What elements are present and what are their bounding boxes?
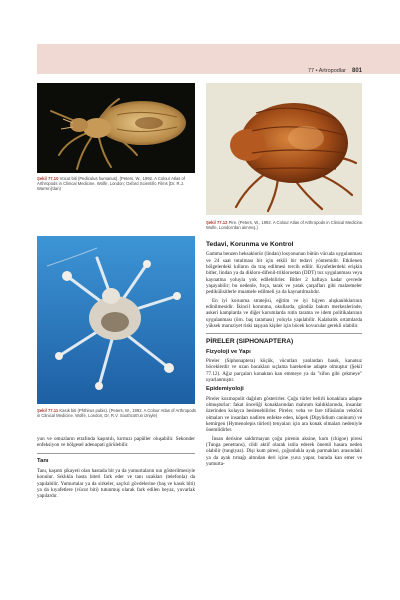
left-text-column <box>37 436 195 502</box>
physiology-paragraph: Pireler (Siphonaptera) küçük, vücutları yanlardan basık, kanatsız böceklerdir ve uzun bacakları sıçlama hareketine adapte olmuştur (Şekil 77.12). Ağız parçaları konaktan kan emmeye ya da "sifon gibi çekmeye" uyarlanmıştır. <box>206 357 362 383</box>
figure-caption-77-12 <box>206 220 366 230</box>
treatment-heading: Tedavi, Korunma ve Kontrol <box>206 241 294 248</box>
figure-pubic-louse-photo <box>37 236 195 404</box>
figure-caption-text: Kasık biti (Phthirus pubis). (Peters, W., 1992. A Colour Atlas of Arthropods in Clinical Medicine. Wolfe, London; Dr. R.V. Southcott'un izniyle) <box>37 408 196 419</box>
pubic-louse-image <box>37 236 195 404</box>
section-divider <box>206 333 362 334</box>
flea-image <box>206 83 362 215</box>
body-louse-image <box>37 83 195 173</box>
treatment-paragraph-1: Gamma benzen heksaklorür (lindan) losyonunun bütün vücuda uygulanması ve 24 saat tutulması bit için etkili bir tedavi yöntemidir. Etkilenen bölgelerdeki kılların da traş edilmesi tercih edilir. Kıyafetlerdeki erişkin bitler, lindan ya da dikloro-difenil-trikloroetan (DDT) toz uygulanması veya kaynatma yoluyla yok edilebilirler. Bitler 2 haftaya kadar çevrede yaşayabilir; bu nedenle, fırça, tarak ve yatak çarşafları gibi malzemeler pedikülisitlerle muamele edilmeli ya da kaynatılmalıdır. <box>206 251 362 296</box>
page-number: 801 <box>351 68 362 74</box>
diagnosis-heading: Tanı <box>37 458 49 465</box>
figure-flea-photo <box>206 83 362 215</box>
running-head <box>308 68 362 74</box>
right-text-column <box>206 242 362 469</box>
epidemiology-heading: Epidemiyoloji <box>206 386 244 393</box>
epidemiology-paragraph-1: Pireler kozmopolit dağılım gösterirler. Çoğu türler belirli konaklara adapte olmuşturlar: fakat önceliği konaklarından mahrum kaldıklarında, insanlar üzerinden kolayca beslenebilirler. Pireler, veba ve fare tifüsünün vektörü olmaları ve insanları nadiren enfekte eden, köpek (Dipylidium caninum) ve kemirgen (Hymenolepis türleri) tenyaları için ara konak olmaları nedeniyle önemlidirler. <box>206 395 362 434</box>
figure-caption-77-11 <box>37 408 197 418</box>
figure-caption-77-10 <box>37 176 197 192</box>
figure-body-louse-photo <box>37 83 195 173</box>
section-divider <box>37 453 195 454</box>
fleas-heading: PİRELER (SIPHONAPTERA) <box>206 338 294 346</box>
figure-label: Şekil 77.10 <box>37 176 59 181</box>
chapter-label: 77 • Artropodlar <box>307 68 346 74</box>
figure-label: Şekil 77.12 <box>206 220 228 225</box>
figure-label: Şekil 77.11 <box>37 408 59 413</box>
figure-caption-text: Vücut biti (Pediculus humanus). (Peters, W., 1992. A Colour Atlas of Arthropods in Clinical Medicine. Wolfe, London; Oxford Scientific Films [Dr. R.J. Warren]'dan) <box>37 176 186 192</box>
intro-paragraph: yun ve omuzların etrafında kaşıntılı, kırmızı papüller oluşabilir. Sekonder enfeksiyon ve bölgesel adenopati görülebilir. <box>37 436 195 449</box>
physiology-heading: Fizyoloji ve Yapı <box>206 348 251 355</box>
epidemiology-paragraph-2: İnsan derisine saldırmayan çoğu pirenin aksine, kum (chigoe) piresi (Tunga penetrans), cildi aktif olarak istila ederek önemli hasara neden olabilir (tungiyaz). Dişi kum piresi, çoğunlukla ayak parmakları arasındaki ya da ayak tırnağı altından deri içine yuva yapar, burada kan emer ve yumurta- <box>206 435 362 468</box>
figure-caption-text: Pire. (Peters, W., 1992. A Colour Atlas of Arthropods in Clinical Medicine. Wolfe, London'dan alınmış.) <box>206 220 364 231</box>
treatment-paragraph-2: En iyi korunma stratejisi, eğitim ve iyi hijyen alışkanlıklarının edinilmesidir. İkincil korunma, okullarda, gündüz bakım merkezlerinde, askeri kamplarda ve diğer kurumlarda rutin tarama ve idem politikalarının uygulanması (örn. baş taraması) yoluyla yapılabilir. Kalabalık ortamlarda yüksek maruziyet riski taşıyan kişiler için böcek kovucular gerekli olabilir. <box>206 297 362 330</box>
diagnosis-paragraph: Tanı, kaşıntı şikayeti olan hastada bit ya da yumurtaların nın gösterilmesiyle konulur. Sıklıkla hasta biteri fark eder ve tanı uzakları (telefonla) da yapılabilir. Yumurtalar ya da sirkeler, saç/kıl gövdelerine (baş ve kasık biti) ya da kıyafetlere (vücut biti) tutunmuş olarak fark edilen beyaz, yuvarlak yapılardır. <box>37 467 195 500</box>
